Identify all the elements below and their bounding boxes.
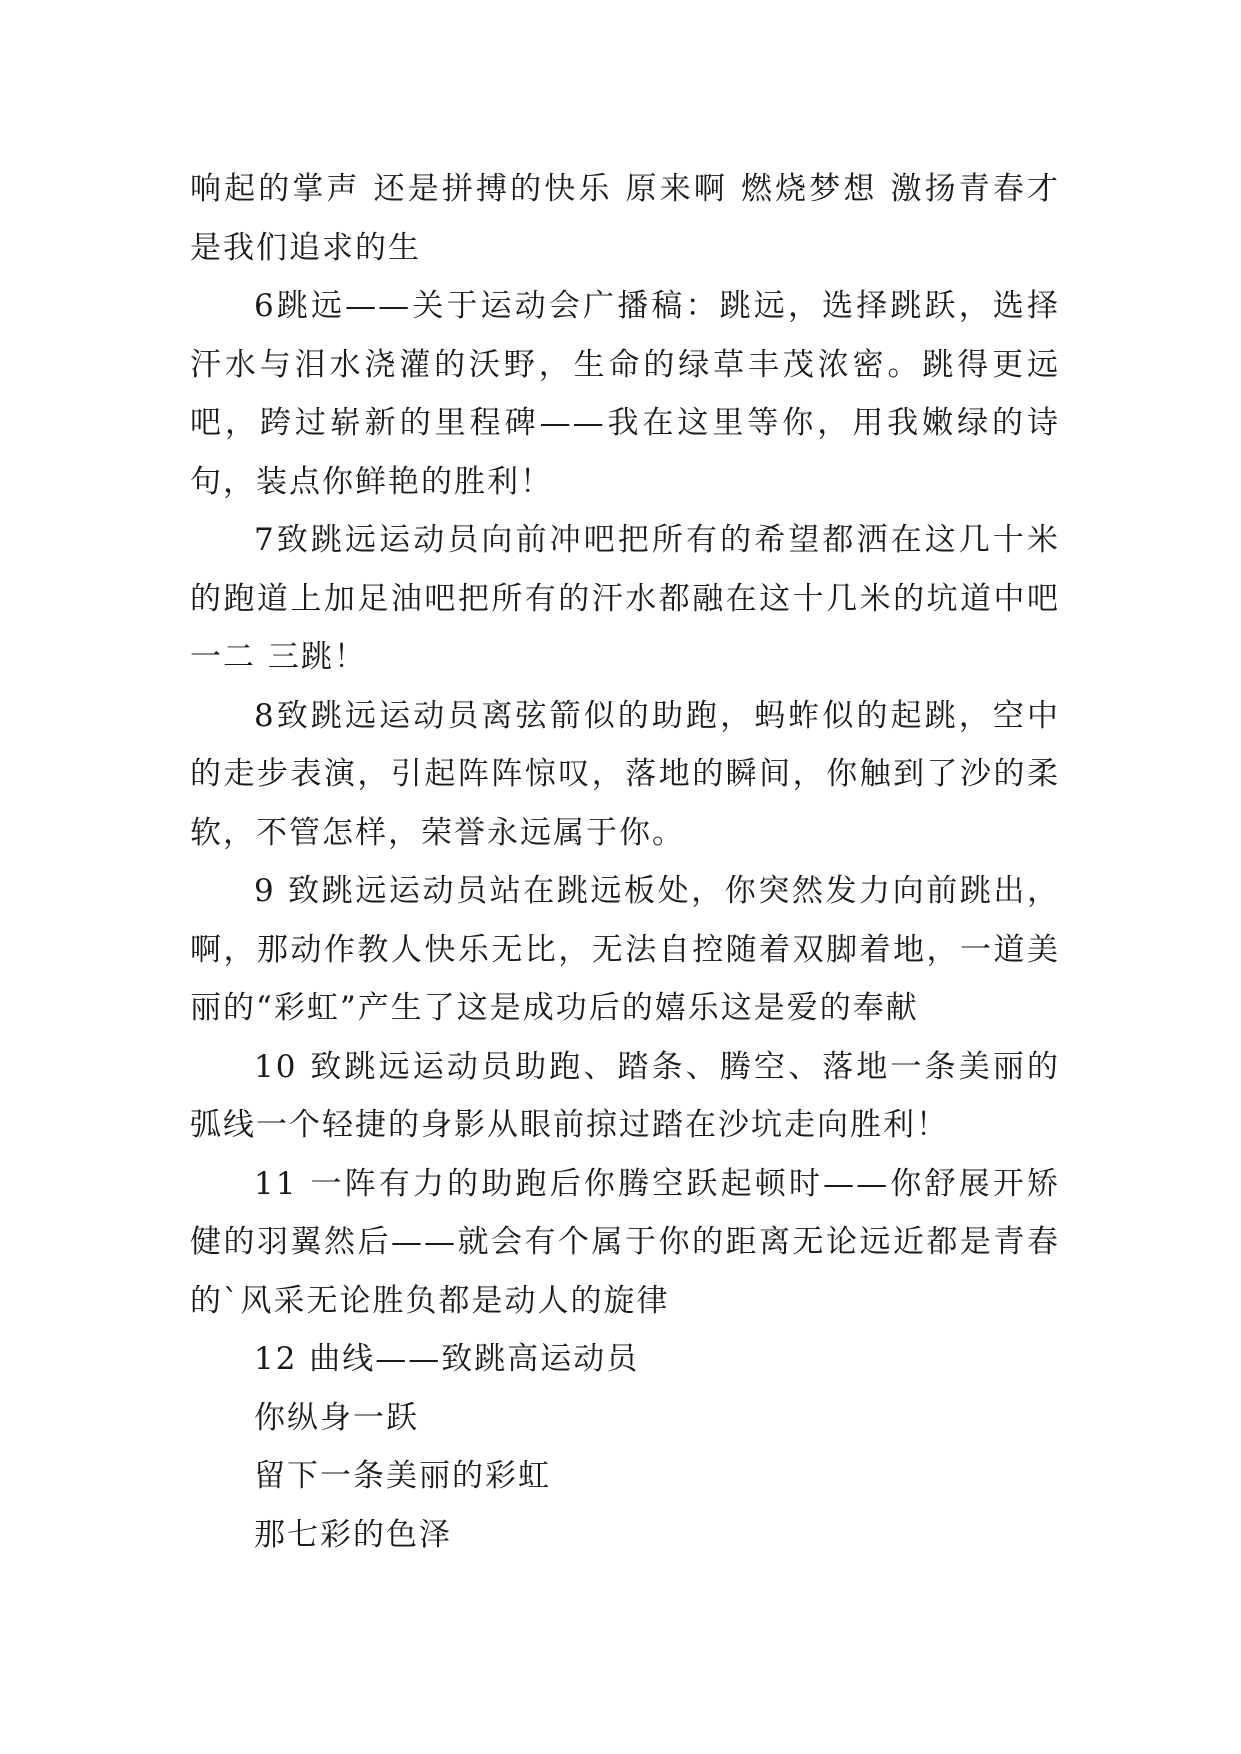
poem-line-2: 留下一条美丽的彩虹: [254, 1458, 551, 1494]
paragraph-1: 响起的掌声 还是拼搏的快乐 原来啊 燃烧梦想 激扬青春才是我们追求的生: [190, 171, 1060, 266]
paragraph-2: 6跳远——关于运动会广播稿：跳远，选择跳跃，选择汗水与泪水浇灌的沃野，生命的绿草丰茂浓密。跳得更远吧，跨过崭新的里程碑——我在这里等你，用我嫩绿的诗句，装点你鲜艳的胜利！: [190, 288, 1060, 500]
poem-title: 12 曲线——致跳高运动员: [254, 1341, 640, 1377]
paragraph-4: 8致跳远运动员离弦箭似的助跑，蚂蚱似的起跳，空中的走步表演，引起阵阵惊叹，落地的瞬间，你触到了沙的柔软，不管怎样，荣誉永远属于你。: [190, 697, 1060, 851]
paragraph-7: 11 一阵有力的助跑后你腾空跃起顿时——你舒展开矫健的羽翼然后——就会有个属于你的距离无论远近都是青春的`风采无论胜负都是动人的旋律: [190, 1165, 1060, 1319]
poem-line-1: 你纵身一跃: [254, 1399, 419, 1436]
paragraph-6: 10 致跳远运动员助跑、踏条、腾空、落地一条美丽的弧线一个轻捷的身影从眼前掠过踏在沙坑走向胜利！: [190, 1048, 1060, 1143]
poem-line-3: 那七彩的色泽: [254, 1516, 452, 1553]
document-body: [190, 160, 1060, 1564]
paragraph-3: 7致跳远运动员向前冲吧把所有的希望都洒在这几十米的跑道上加足油吧把所有的汗水都融在这十几米的坑道中吧一二 三跳！: [190, 522, 1060, 675]
paragraph-5: 9 致跳远运动员站在跳远板处，你突然发力向前跳出，啊，那动作教人快乐无比，无法自控随着双脚着地，一道美丽的“彩虹”产生了这是成功后的嬉乐这是爱的奉献: [190, 873, 1060, 1026]
